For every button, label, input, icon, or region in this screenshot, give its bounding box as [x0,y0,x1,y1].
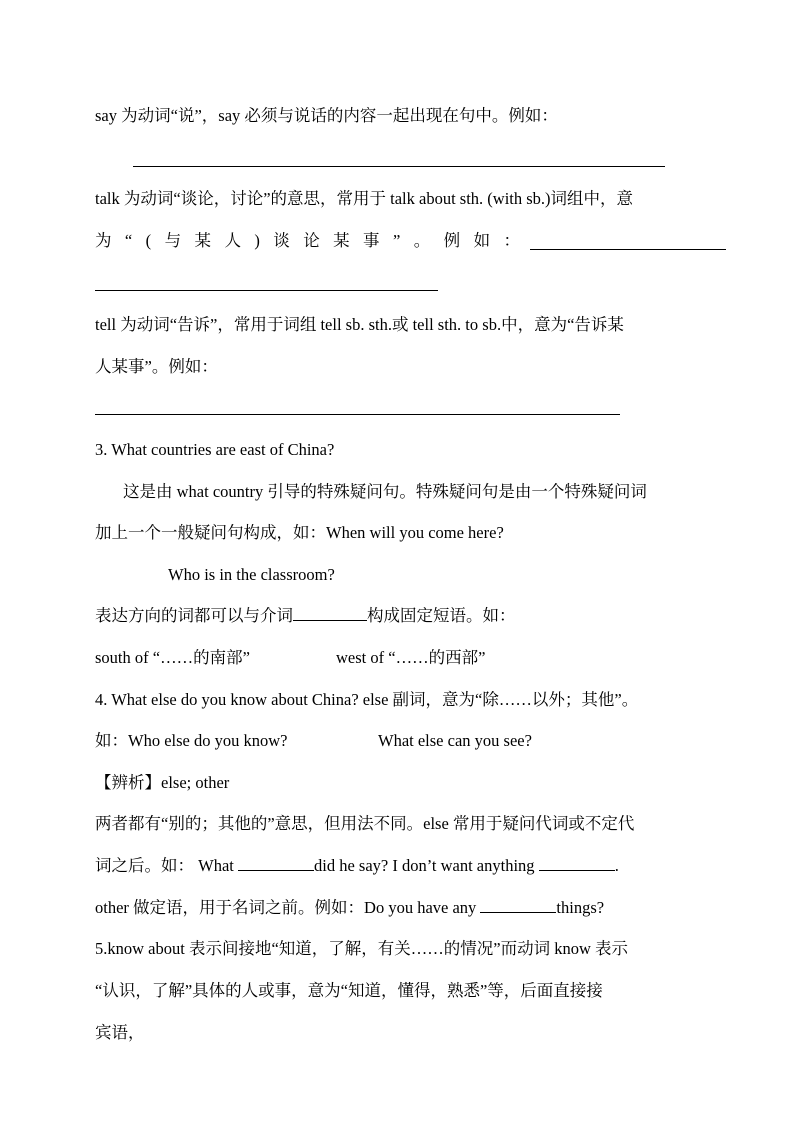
south-of-example: south of “……的南部” [95,648,250,667]
talk-line-2-char: 。 [413,231,431,250]
talk-line-2 [95,231,520,251]
know-line-3: 宾语， [95,1023,145,1042]
talk-line-2-char: 例 [443,231,461,250]
talk-line-2-char: 如 [473,231,491,250]
other-text-a: other 做定语，用于名词之前。例如：Do you have any [95,898,477,917]
know-line-1: 5.know about 表示间接地“知道，了解，有关……的情况”而动词 know 表示 [95,939,629,958]
talk-line-1: talk 为动词“谈论，讨论”的意思，常用于 talk about sth. (with sb.)词组中，意 [95,189,634,208]
west-of-example: west of “……的西部” [336,648,486,667]
talk-answer-blank-1[interactable] [530,249,726,250]
talk-line-2-char: 人 [224,231,241,250]
talk-line-2-char: ( [145,231,152,250]
bianxi-heading: 【辨析】else; other [95,773,230,792]
difference-text-c: . [614,856,619,875]
other-line [95,898,604,918]
talk-line-2-char: 与 [164,231,182,250]
talk-line-2-char: 某 [333,231,350,250]
talk-line-2-char: ) [254,231,260,250]
talk-line-2-char: 某 [194,231,212,250]
talk-line-2-char: ： [503,231,520,250]
other-text-b: things? [556,898,605,917]
difference-line-2 [95,856,619,876]
other-blank[interactable] [480,898,556,913]
example-4a: 如：Who else do you know? [95,731,288,750]
explanation-3-line-2: 加上一个一般疑问句构成，如：When will you come here? [95,523,504,542]
direction-text-a: 表达方向的词都可以与介词 [95,606,293,625]
talk-answer-blank-2[interactable] [95,290,438,291]
question-3: 3. What countries are east of China? [95,440,335,459]
talk-line-2-char: “ [124,231,133,250]
difference-line-1: 两者都有“别的；其他的”意思，但用法不同。else 常用于疑问代词或不定代 [95,814,635,833]
question-4: 4. What else do you know about China? else 副词，意为“除……以外；其他”。 [95,690,639,709]
else-blank-2[interactable] [539,856,615,871]
else-blank-1[interactable] [238,856,314,871]
direction-line [95,606,516,626]
talk-line-2-char: 为 [95,231,112,250]
talk-line-2-char: 谈 [273,231,290,250]
know-line-2: “认识，了解”具体的人或事，意为“知道，懂得，熟悉”等，后面直接接 [95,981,603,1000]
explanation-3-line-3: Who is in the classroom? [168,565,335,584]
preposition-blank[interactable] [293,606,367,621]
difference-text-a: 词之后。如： What [95,856,234,875]
direction-text-b: 构成固定短语。如： [367,606,516,625]
tell-answer-blank[interactable] [95,414,620,415]
talk-line-2-char: ” [392,231,401,250]
explanation-3-line-1: 这是由 what country 引导的特殊疑问句。特殊疑问句是由一个特殊疑问词 [123,482,647,501]
tell-line-2: 人某事”。例如： [95,357,218,376]
tell-line-1: tell 为动词“告诉”，常用于词组 tell sb. sth.或 tell sth. to sb.中，意为“告诉某 [95,315,624,334]
say-line: say 为动词“说”，say 必须与说话的内容一起出现在句中。例如： [95,106,558,125]
difference-text-b: did he say? I don’t want anything [313,856,535,875]
say-answer-blank[interactable] [133,166,665,167]
example-4b: What else can you see? [378,731,532,750]
talk-line-2-char: 论 [303,231,320,250]
talk-line-2-char: 事 [363,231,380,250]
